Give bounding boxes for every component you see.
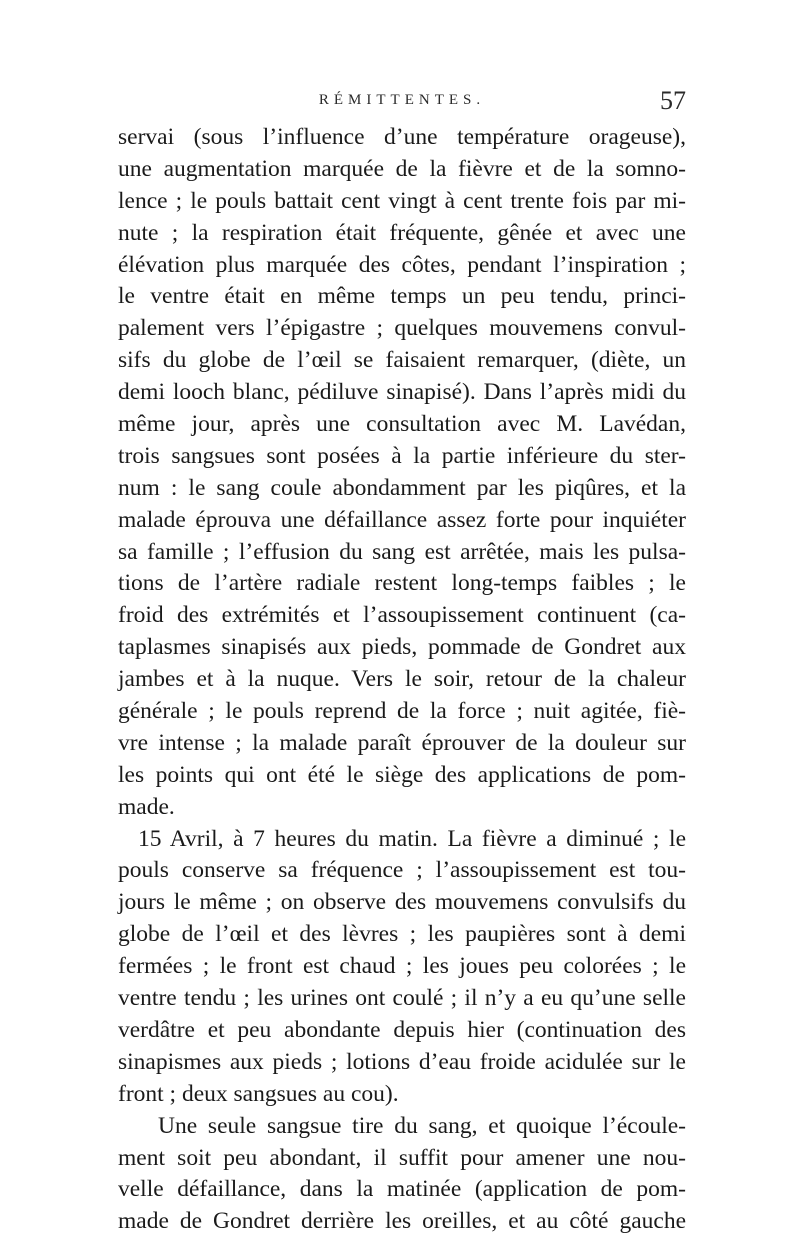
text-line: trois sangsues sont posées à la partie inférieure du ster- <box>118 442 686 469</box>
text-line: lence ; le pouls battait cent vingt à cent trente fois par mi- <box>118 187 686 214</box>
text-line: front ; deux sangsues au cou). <box>118 1080 399 1107</box>
page-header <box>118 86 686 126</box>
text-line: verdâtre et peu abondante depuis hier (continuation des <box>118 1016 686 1043</box>
text-line: froid des extrémités et l’assoupissement continuent (ca- <box>118 602 686 629</box>
text-line: demi looch blanc, pédiluve sinapisé). Dans l’après midi du <box>118 379 686 406</box>
text-line: le ventre était en même temps un peu tendu, princi- <box>118 283 686 310</box>
text-line: générale ; le pouls reprend de la force ; nuit agitée, fiè- <box>118 698 686 725</box>
body-text <box>118 122 686 1238</box>
text-line: nute ; la respiration était fréquente, gênée et avec une <box>118 219 686 246</box>
text-line: malade éprouva une défaillance assez forte pour inquiéter <box>118 506 686 533</box>
text-line: servai (sous l’influence d’une température orageuse), <box>118 124 686 150</box>
text-line: velle défaillance, dans la matinée (application de pom- <box>118 1176 686 1203</box>
text-line: taplasmes sinapisés aux pieds, pommade de Gondret aux <box>118 634 686 661</box>
text-line: 15 Avril, à 7 heures du matin. La fièvre a diminué ; le <box>138 825 686 852</box>
text-line: made de Gondret derrière les oreilles, et au côté gauche <box>118 1208 686 1235</box>
text-line: sinapismes aux pieds ; lotions d’eau froide acidulée sur le <box>118 1048 686 1075</box>
text-line: ment soit peu abondant, il suffit pour amener une nou- <box>118 1144 686 1171</box>
text-line: vre intense ; la malade paraît éprouver de la douleur sur <box>118 729 686 756</box>
text-line: globe de l’œil et des lèvres ; les paupières sont à demi <box>118 921 686 948</box>
text-line: tions de l’artère radiale restent long-temps faibles ; le <box>118 570 686 597</box>
text-line: fermées ; le front est chaud ; les joues peu colorées ; le <box>118 953 686 980</box>
text-line: élévation plus marquée des côtes, pendant l’inspiration ; <box>118 251 686 278</box>
text-line: sifs du globe de l’œil se faisaient remarquer, (diète, un <box>118 347 686 374</box>
text-line: une augmentation marquée de la fièvre et de la somno- <box>118 155 686 182</box>
text-line: Une seule sangsue tire du sang, et quoique l’écoule- <box>158 1112 686 1139</box>
text-line: sa famille ; l’effusion du sang est arrêtée, mais les pulsa- <box>118 538 686 565</box>
text-line: même jour, après une consultation avec M. Lavédan, <box>118 411 686 438</box>
text-line: jours le même ; on observe des mouvemens convulsifs du <box>118 889 686 916</box>
running-head: RÉMITTENTES. <box>318 92 486 108</box>
text-line: les points qui ont été le siège des applications de pom- <box>118 761 686 788</box>
text-line: num : le sang coule abondamment par les piqûres, et la <box>118 474 686 501</box>
text-line: ventre tendu ; les urines ont coulé ; il n’y a eu qu’une selle <box>118 985 686 1012</box>
text-line: palement vers l’épigastre ; quelques mouvemens convul- <box>118 315 686 342</box>
text-line: pouls conserve sa fréquence ; l’assoupissement est tou- <box>118 857 686 884</box>
text-line: jambes et à la nuque. Vers le soir, retour de la chaleur <box>118 666 686 693</box>
page-number: 57 <box>660 86 686 115</box>
text-line: made. <box>118 793 175 820</box>
